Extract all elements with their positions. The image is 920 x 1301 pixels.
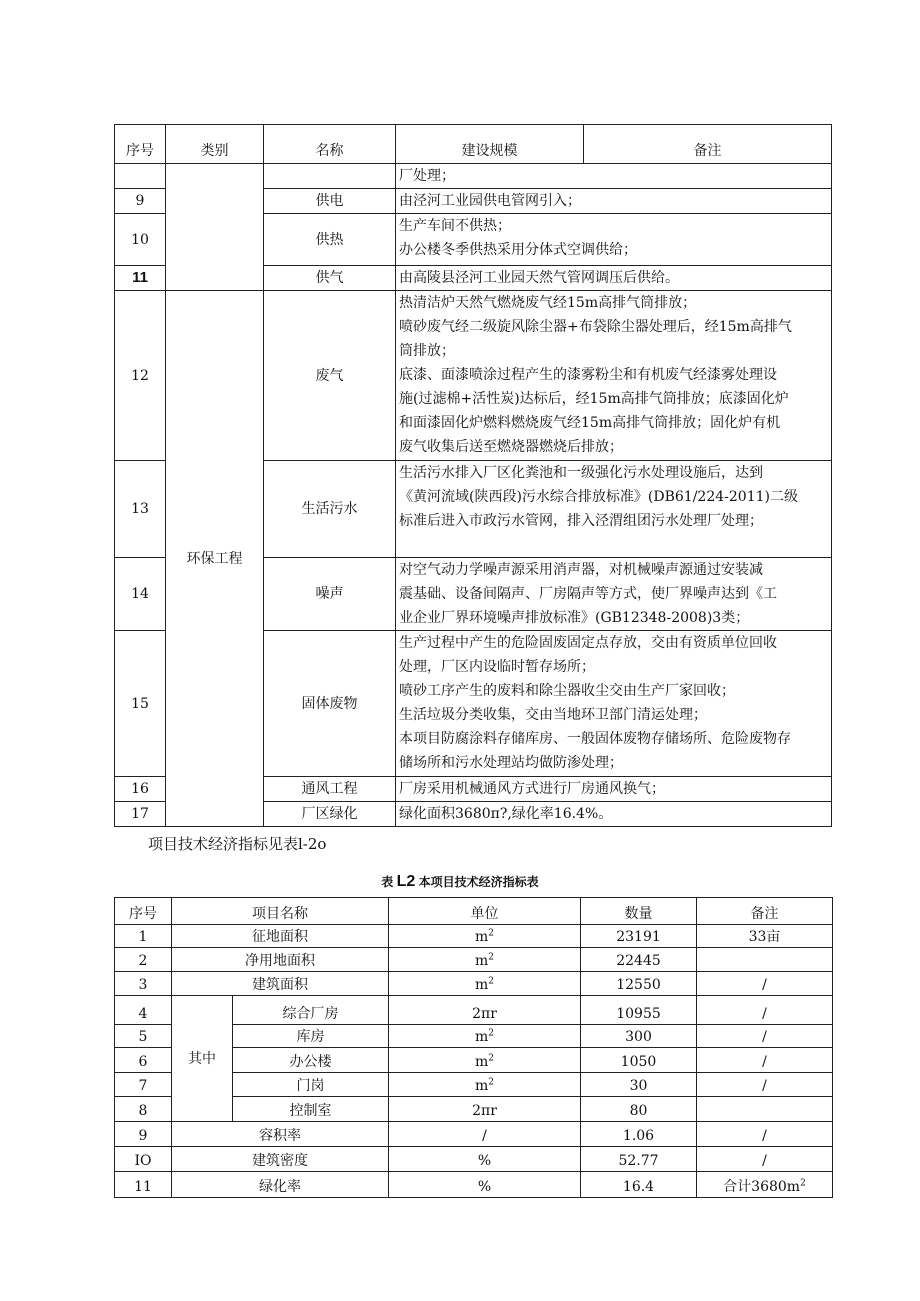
row-unit: 2πr <box>389 996 581 1025</box>
row-unit: $m^2$ <box>389 1025 581 1048</box>
row-unit: $m^2$ <box>389 925 581 948</box>
row-item: 绿化率 <box>172 1172 389 1198</box>
row-seq: 11 <box>115 266 166 291</box>
row-seq: 7 <box>115 1073 172 1097</box>
row-seq: 11 <box>115 1172 172 1198</box>
row-unit: % <box>389 1147 581 1172</box>
row-unit: $m^2$ <box>389 972 581 996</box>
row-name: 固体废物 <box>264 631 396 777</box>
row-name: 供热 <box>264 214 396 266</box>
row-item: 净用地面积 <box>172 948 389 972</box>
row-seq: 16 <box>115 777 166 802</box>
row-unit: % <box>389 1172 581 1198</box>
scale-text: 绿化面积3680π?,绿化率16.4%。 <box>396 802 832 827</box>
row-seq: 1 <box>115 925 172 948</box>
row-item: 综合厂房 <box>233 996 389 1025</box>
row-name: 供电 <box>264 189 396 214</box>
row-name: 生活污水 <box>264 461 396 558</box>
scale-text: 生产车间不供热； 办公楼冬季供热采用分体式空调供给； <box>396 214 832 266</box>
row-item: 建筑密度 <box>172 1147 389 1172</box>
row-seq: 9 <box>115 1122 172 1147</box>
row-seq: 13 <box>115 461 166 558</box>
row-qty: 30 <box>581 1073 697 1097</box>
header-item: 项目名称 <box>172 898 389 925</box>
scale-text: 对空气动力学噪声源采用消声器，对机械噪声源通过安装减 震基础、设备间隔声、厂房隔声等方式，使厂界噪声达到《工 业企业厂界环境噪声排放标准》(GB12348-2008)3类； <box>396 558 832 631</box>
scale-text: 由泾河工业园供电管网引入； <box>396 189 832 214</box>
row-qty: 300 <box>581 1025 697 1048</box>
row-qty: 12550 <box>581 972 697 996</box>
scale-text: 厂房采用机械通风方式进行厂房通风换气； <box>396 777 832 802</box>
indicators-table <box>114 897 833 1198</box>
intro-text: 项目技术经济指标见表l-2o <box>148 835 327 853</box>
header-seq: 序号 <box>115 898 172 925</box>
table-row <box>115 164 832 189</box>
table-row <box>115 996 833 1025</box>
row-name: 噪声 <box>264 558 396 631</box>
header-category: 类别 <box>166 125 264 164</box>
row-item: 征地面积 <box>172 925 389 948</box>
header-qty: 数量 <box>581 898 697 925</box>
row-remark: / <box>697 1048 833 1073</box>
row-name: 废气 <box>264 291 396 461</box>
facilities-table <box>114 124 832 827</box>
row-item: 容积率 <box>172 1122 389 1147</box>
row-seq: 8 <box>115 1097 172 1122</box>
row-remark: / <box>697 1025 833 1048</box>
row-seq: IO <box>115 1147 172 1172</box>
row-name: 厂区绿化 <box>264 802 396 827</box>
row-unit: $m^2$ <box>389 1073 581 1097</box>
table-row <box>115 972 833 996</box>
row-item: 门岗 <box>233 1073 389 1097</box>
row-unit: 2πr <box>389 1097 581 1122</box>
header-unit: 单位 <box>389 898 581 925</box>
row-item: 库房 <box>233 1025 389 1048</box>
row-remark: / <box>697 1122 833 1147</box>
row-item: 建筑面积 <box>172 972 389 996</box>
row-seq: 3 <box>115 972 172 996</box>
table-row <box>115 948 833 972</box>
row-remark: / <box>697 1147 833 1172</box>
header-scale: 建设规模 <box>396 125 584 164</box>
table-row <box>115 925 833 948</box>
row-qty: 10955 <box>581 996 697 1025</box>
row-qty: 23191 <box>581 925 697 948</box>
row-qty: 16.4 <box>581 1172 697 1198</box>
table-header-row <box>115 125 832 164</box>
row-unit: $m^2$ <box>389 1048 581 1073</box>
row-remark: / <box>697 996 833 1025</box>
category-env: 环保工程 <box>166 291 264 827</box>
row-seq: 10 <box>115 214 166 266</box>
header-remark: 备注 <box>697 898 833 925</box>
row-qty: 52.77 <box>581 1147 697 1172</box>
row-seq: 2 <box>115 948 172 972</box>
row-remark: / <box>697 972 833 996</box>
table2-title: 表 L2 本项目技术经济指标表 <box>381 873 539 890</box>
row-remark <box>697 948 833 972</box>
group-label: 其中 <box>172 996 233 1122</box>
header-name: 名称 <box>264 125 396 164</box>
scale-text: 生活污水排入厂区化粪池和一级强化污水处理设施后，达到 《黄河流域(陕西段)污水综合排放标准》(DB61/224-2011)二级 标准后进入市政污水管网，排入泾渭组团污水处理厂处理； <box>396 461 832 558</box>
table-row <box>115 291 832 461</box>
scale-text: 厂处理； <box>396 164 832 189</box>
table-row <box>115 1122 833 1147</box>
row-qty: 1050 <box>581 1048 697 1073</box>
table-row <box>115 1172 833 1198</box>
header-remark: 备注 <box>584 125 832 164</box>
scale-text: 生产过程中产生的危险固废固定点存放，交由有资质单位回收 处理，厂区内设临时暂存场所； 喷砂工序产生的废料和除尘器收尘交由生产厂家回收； 生活垃圾分类收集，交由当地环卫部门清运处理； 本项目防腐涂料存储库房、一般固体废物存储场所、危险废物存 储场所和污水处理站均做防渗处理； <box>396 631 832 777</box>
row-remark: 33亩 <box>697 925 833 948</box>
table-header-row <box>115 898 833 925</box>
row-item: 办公楼 <box>233 1048 389 1073</box>
row-remark <box>697 1097 833 1122</box>
row-seq: 15 <box>115 631 166 777</box>
row-remark: / <box>697 1073 833 1097</box>
row-qty: 22445 <box>581 948 697 972</box>
row-name: 通风工程 <box>264 777 396 802</box>
header-seq: 序号 <box>115 125 166 164</box>
row-item: 控制室 <box>233 1097 389 1122</box>
scale-text: 热清洁炉天然气燃烧废气经15m高排气筒排放； 喷砂废气经二级旋风除尘器+布袋除尘器处理后，经15m高排气 筒排放； 底漆、面漆喷涂过程产生的漆雾粉尘和有机废气经漆雾处理设 施(过滤棉+活性炭)达标后，经15m高排气筒排放；底漆固化炉 和面漆固化炉燃料燃烧废气经15m高排气筒排放；固化炉有机 废气收集后送至燃烧器燃烧后排放； <box>396 291 832 461</box>
row-remark: 合计$3680m^2$ <box>697 1172 833 1198</box>
row-qty: 1.06 <box>581 1122 697 1147</box>
row-seq: 6 <box>115 1048 172 1073</box>
row-unit: $m^2$ <box>389 948 581 972</box>
scale-text: 由高陵县泾河工业园天然气管网调压后供给。 <box>396 266 832 291</box>
row-unit: / <box>389 1122 581 1147</box>
row-seq: 12 <box>115 291 166 461</box>
table-row <box>115 1147 833 1172</box>
row-seq: 4 <box>115 996 172 1025</box>
row-qty: 80 <box>581 1097 697 1122</box>
row-seq: 14 <box>115 558 166 631</box>
row-name: 供气 <box>264 266 396 291</box>
row-seq: 5 <box>115 1025 172 1048</box>
row-seq: 9 <box>115 189 166 214</box>
row-seq: 17 <box>115 802 166 827</box>
